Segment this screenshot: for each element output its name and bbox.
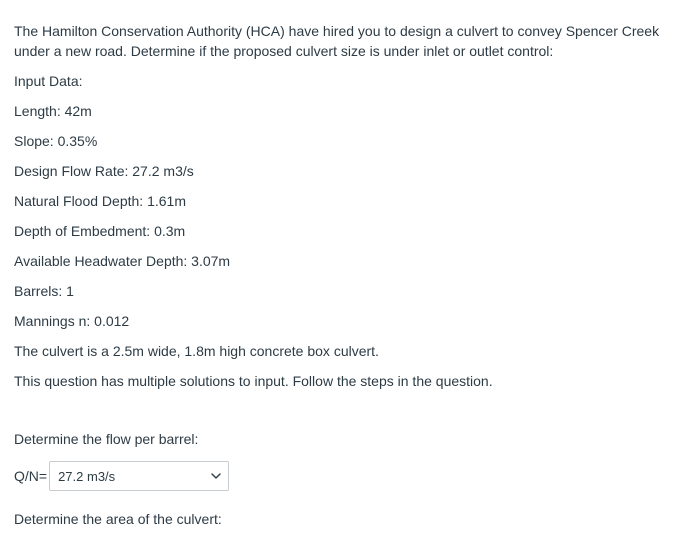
input-natural-flood-depth: Natural Flood Depth: 1.61m	[14, 193, 186, 209]
input-barrels: Barrels: 1	[14, 283, 74, 299]
culvert-description: The culvert is a 2.5m wide, 1.8m high concrete box culvert.	[14, 343, 379, 359]
input-depth-of-embedment: Depth of Embedment: 0.3m	[14, 223, 186, 239]
input-available-headwater-depth: Available Headwater Depth: 3.07m	[14, 253, 231, 269]
step1-prompt: Determine the flow per barrel:	[14, 431, 199, 447]
question-instructions: This question has multiple solutions to input. Follow the steps in the question.	[14, 373, 493, 389]
input-mannings-n: Mannings n: 0.012	[14, 313, 130, 329]
input-length: Length: 42m	[14, 103, 92, 119]
step2-prompt: Determine the area of the culvert:	[14, 511, 222, 527]
input-design-flow-rate: Design Flow Rate: 27.2 m3/s	[14, 163, 194, 179]
chevron-down-icon	[210, 470, 222, 482]
step1-answer-label: Q/N=	[14, 468, 48, 484]
question-intro: The Hamilton Conservation Authority (HCA) have hired you to design a culvert to convey Spencer Creek under a new road. Determine if the proposed culvert size is under inlet or outlet control:	[14, 23, 660, 59]
input-slope: Slope: 0.35%	[14, 133, 98, 149]
flow-per-barrel-select[interactable]	[49, 461, 229, 491]
step1-answer-row	[14, 460, 229, 492]
flow-per-barrel-selected-value: 27.2 m3/s	[58, 468, 116, 484]
input-data-label: Input Data:	[14, 73, 83, 89]
